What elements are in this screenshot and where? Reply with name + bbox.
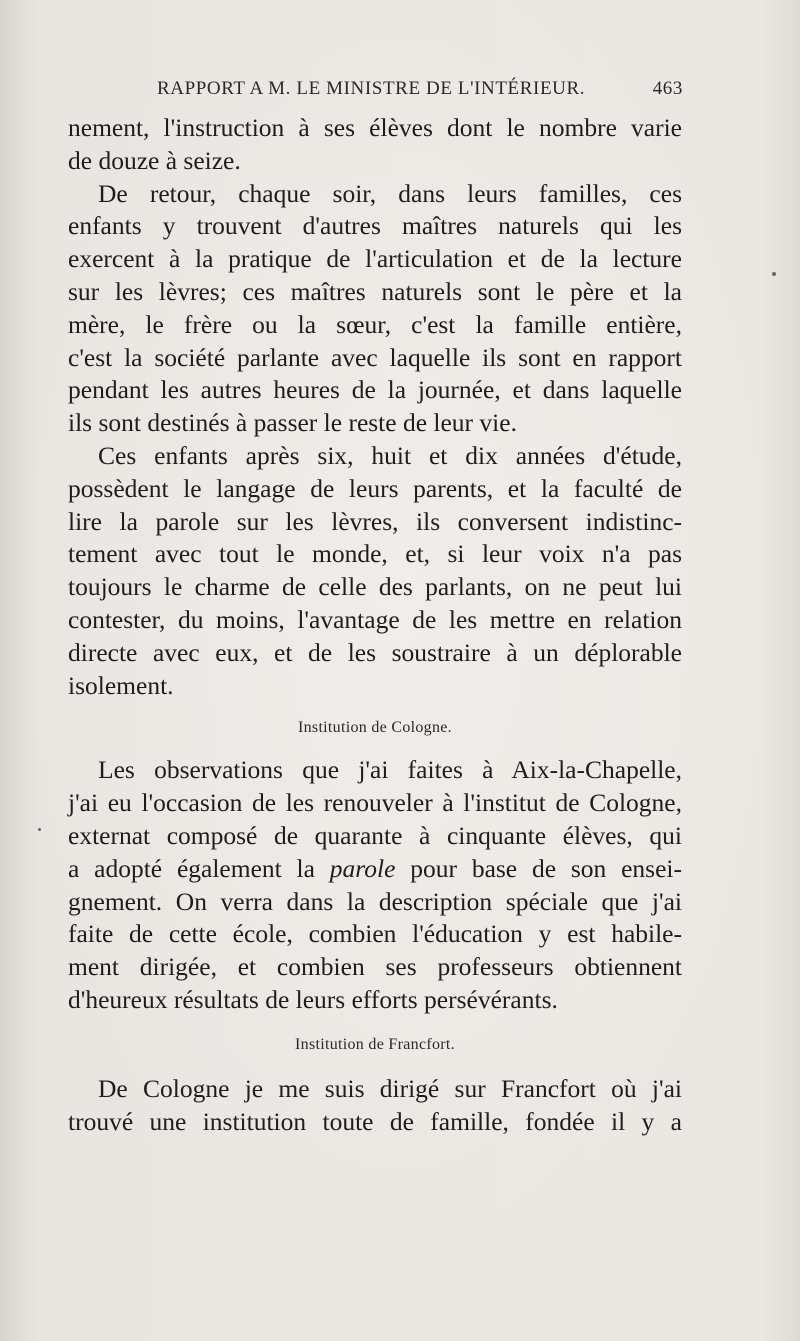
paper-speck [38,828,41,831]
paragraph-retour [68,178,682,440]
text-line: toujours le charme de celle des parlants, on ne peut lui [68,572,682,602]
text-line-with-italic [68,853,682,886]
text-line: tement avec tout le monde, et, si leur voix n'a pas [68,539,682,569]
text-line: sur les lèvres; ces maîtres naturels sont le père et la [68,276,682,306]
text-line: ils sont destinés à passer le reste de leur vie. [68,408,517,438]
italic-word: parole [329,853,396,883]
paragraph-continuation [68,112,682,178]
text-line: ment dirigée, et combien ses professeurs obtiennent [68,952,682,982]
text-line: j'ai eu l'occasion de les renouveler à l'institut de Cologne, [68,788,682,818]
paper-speck [772,272,776,276]
text-line: externat composé de quarante à cinquante élèves, qui [68,820,682,850]
text-line: de douze à seize. [68,145,241,175]
text-line: possèdent le langage de leurs parents, et la faculté de [68,473,682,503]
text-line: d'heureux résultats de leurs efforts persévérants. [68,984,558,1014]
body-text [68,112,682,1138]
text-line: contester, du moins, l'avantage de les mettre en relation [68,604,682,634]
text-line: pendant les autres heures de la journée, et dans laquelle [68,375,682,405]
text-line: De retour, chaque soir, dans leurs familles, ces [98,178,682,208]
text-line: Ces enfants après six, huit et dix années d'étude, [98,440,682,470]
text-line: faite de cette école, combien l'éducation y est habile- [68,919,682,949]
text-fragment: a adopté également la [68,853,330,883]
page-number: 463 [652,78,683,99]
text-line: gnement. On verra dans la description spéciale que j'ai [68,886,682,916]
text-line: lire la parole sur les lèvres, ils conversent indistinc- [68,506,682,536]
text-line: trouvé une institution toute de famille, fondée il y a [68,1106,682,1136]
paragraph-francfort [68,1073,682,1139]
running-head [157,78,683,106]
text-line: exercent à la pratique de l'articulation et de la lecture [68,244,682,274]
text-line: directe avec eux, et de les soustraire à un déplorable [68,637,682,667]
text-line: c'est la société parlante avec laquelle ils sont en rapport [68,342,682,372]
text-fragment: pour base de son ensei- [395,853,682,883]
text-line: nement, l'instruction à ses élèves dont le nombre varie [68,113,682,142]
text-line: De Cologne je me suis dirigé sur Francfort où j'ai [98,1073,682,1103]
paragraph-enfants [68,440,682,702]
text-line: isolement. [68,670,174,700]
paragraph-cologne [68,754,682,1016]
text-line: Les observations que j'ai faites à Aix-la-Chapelle, [98,755,682,785]
text-line: mère, le frère ou la sœur, c'est la famille entière, [68,309,682,339]
running-title: RAPPORT A M. LE MINISTRE DE L'INTÉRIEUR. [157,78,586,99]
section-title-cologne: Institution de Cologne. [297,719,452,737]
section-title-francfort: Institution de Francfort. [295,1035,455,1053]
text-line: enfants y trouvent d'autres maîtres naturels qui les [68,211,682,241]
